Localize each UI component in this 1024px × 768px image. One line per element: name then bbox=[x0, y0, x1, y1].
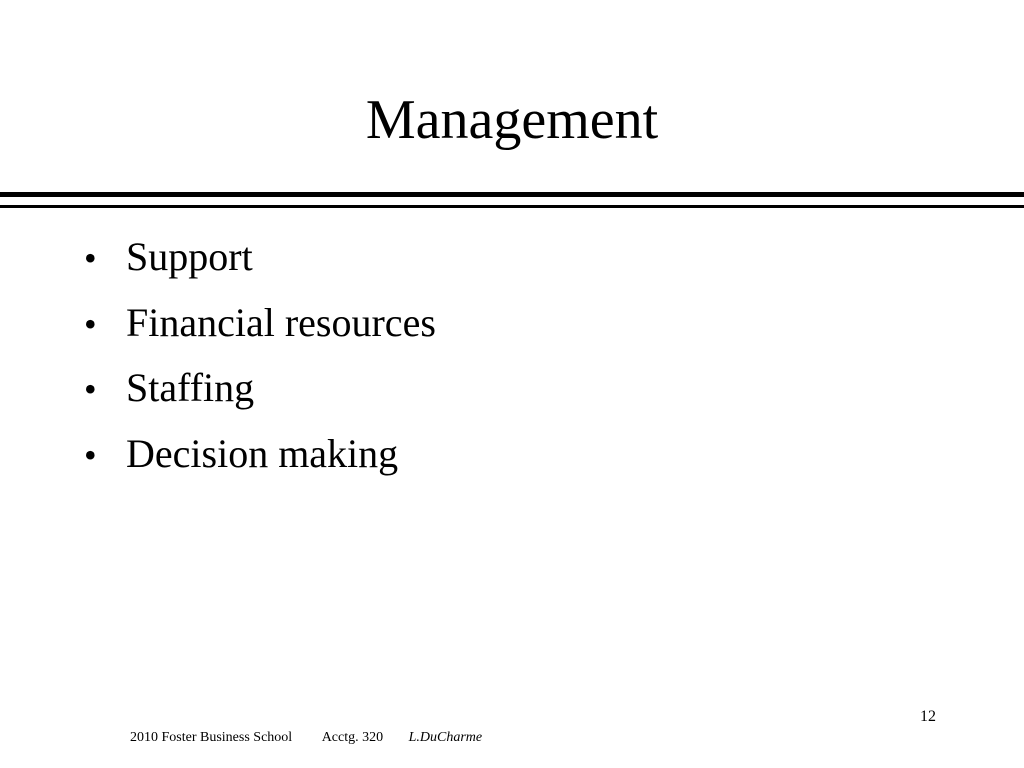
title-rule-thin bbox=[0, 205, 1024, 208]
bullet-icon: • bbox=[84, 238, 97, 278]
footer bbox=[130, 730, 482, 746]
footer-course: Acctg. 320 bbox=[321, 730, 384, 745]
list-item bbox=[84, 291, 436, 357]
bullet-text: Support bbox=[126, 234, 253, 279]
list-item bbox=[84, 356, 436, 422]
bullet-list bbox=[84, 225, 436, 487]
title-rule-thick bbox=[0, 192, 1024, 197]
footer-school: 2010 Foster Business School bbox=[130, 730, 293, 745]
bullet-text: Financial resources bbox=[126, 299, 436, 345]
bullet-icon: • bbox=[84, 434, 97, 475]
page-number: 12 bbox=[920, 708, 936, 725]
list-item bbox=[84, 225, 436, 291]
slide-title: Management bbox=[365, 89, 659, 151]
bullet-icon: • bbox=[84, 303, 97, 344]
bullet-text: Staffing bbox=[126, 365, 255, 410]
list-item bbox=[84, 422, 436, 488]
footer-author: L.DuCharme bbox=[408, 730, 483, 745]
bullet-icon: • bbox=[84, 369, 97, 409]
bullet-text: Decision making bbox=[126, 430, 399, 476]
